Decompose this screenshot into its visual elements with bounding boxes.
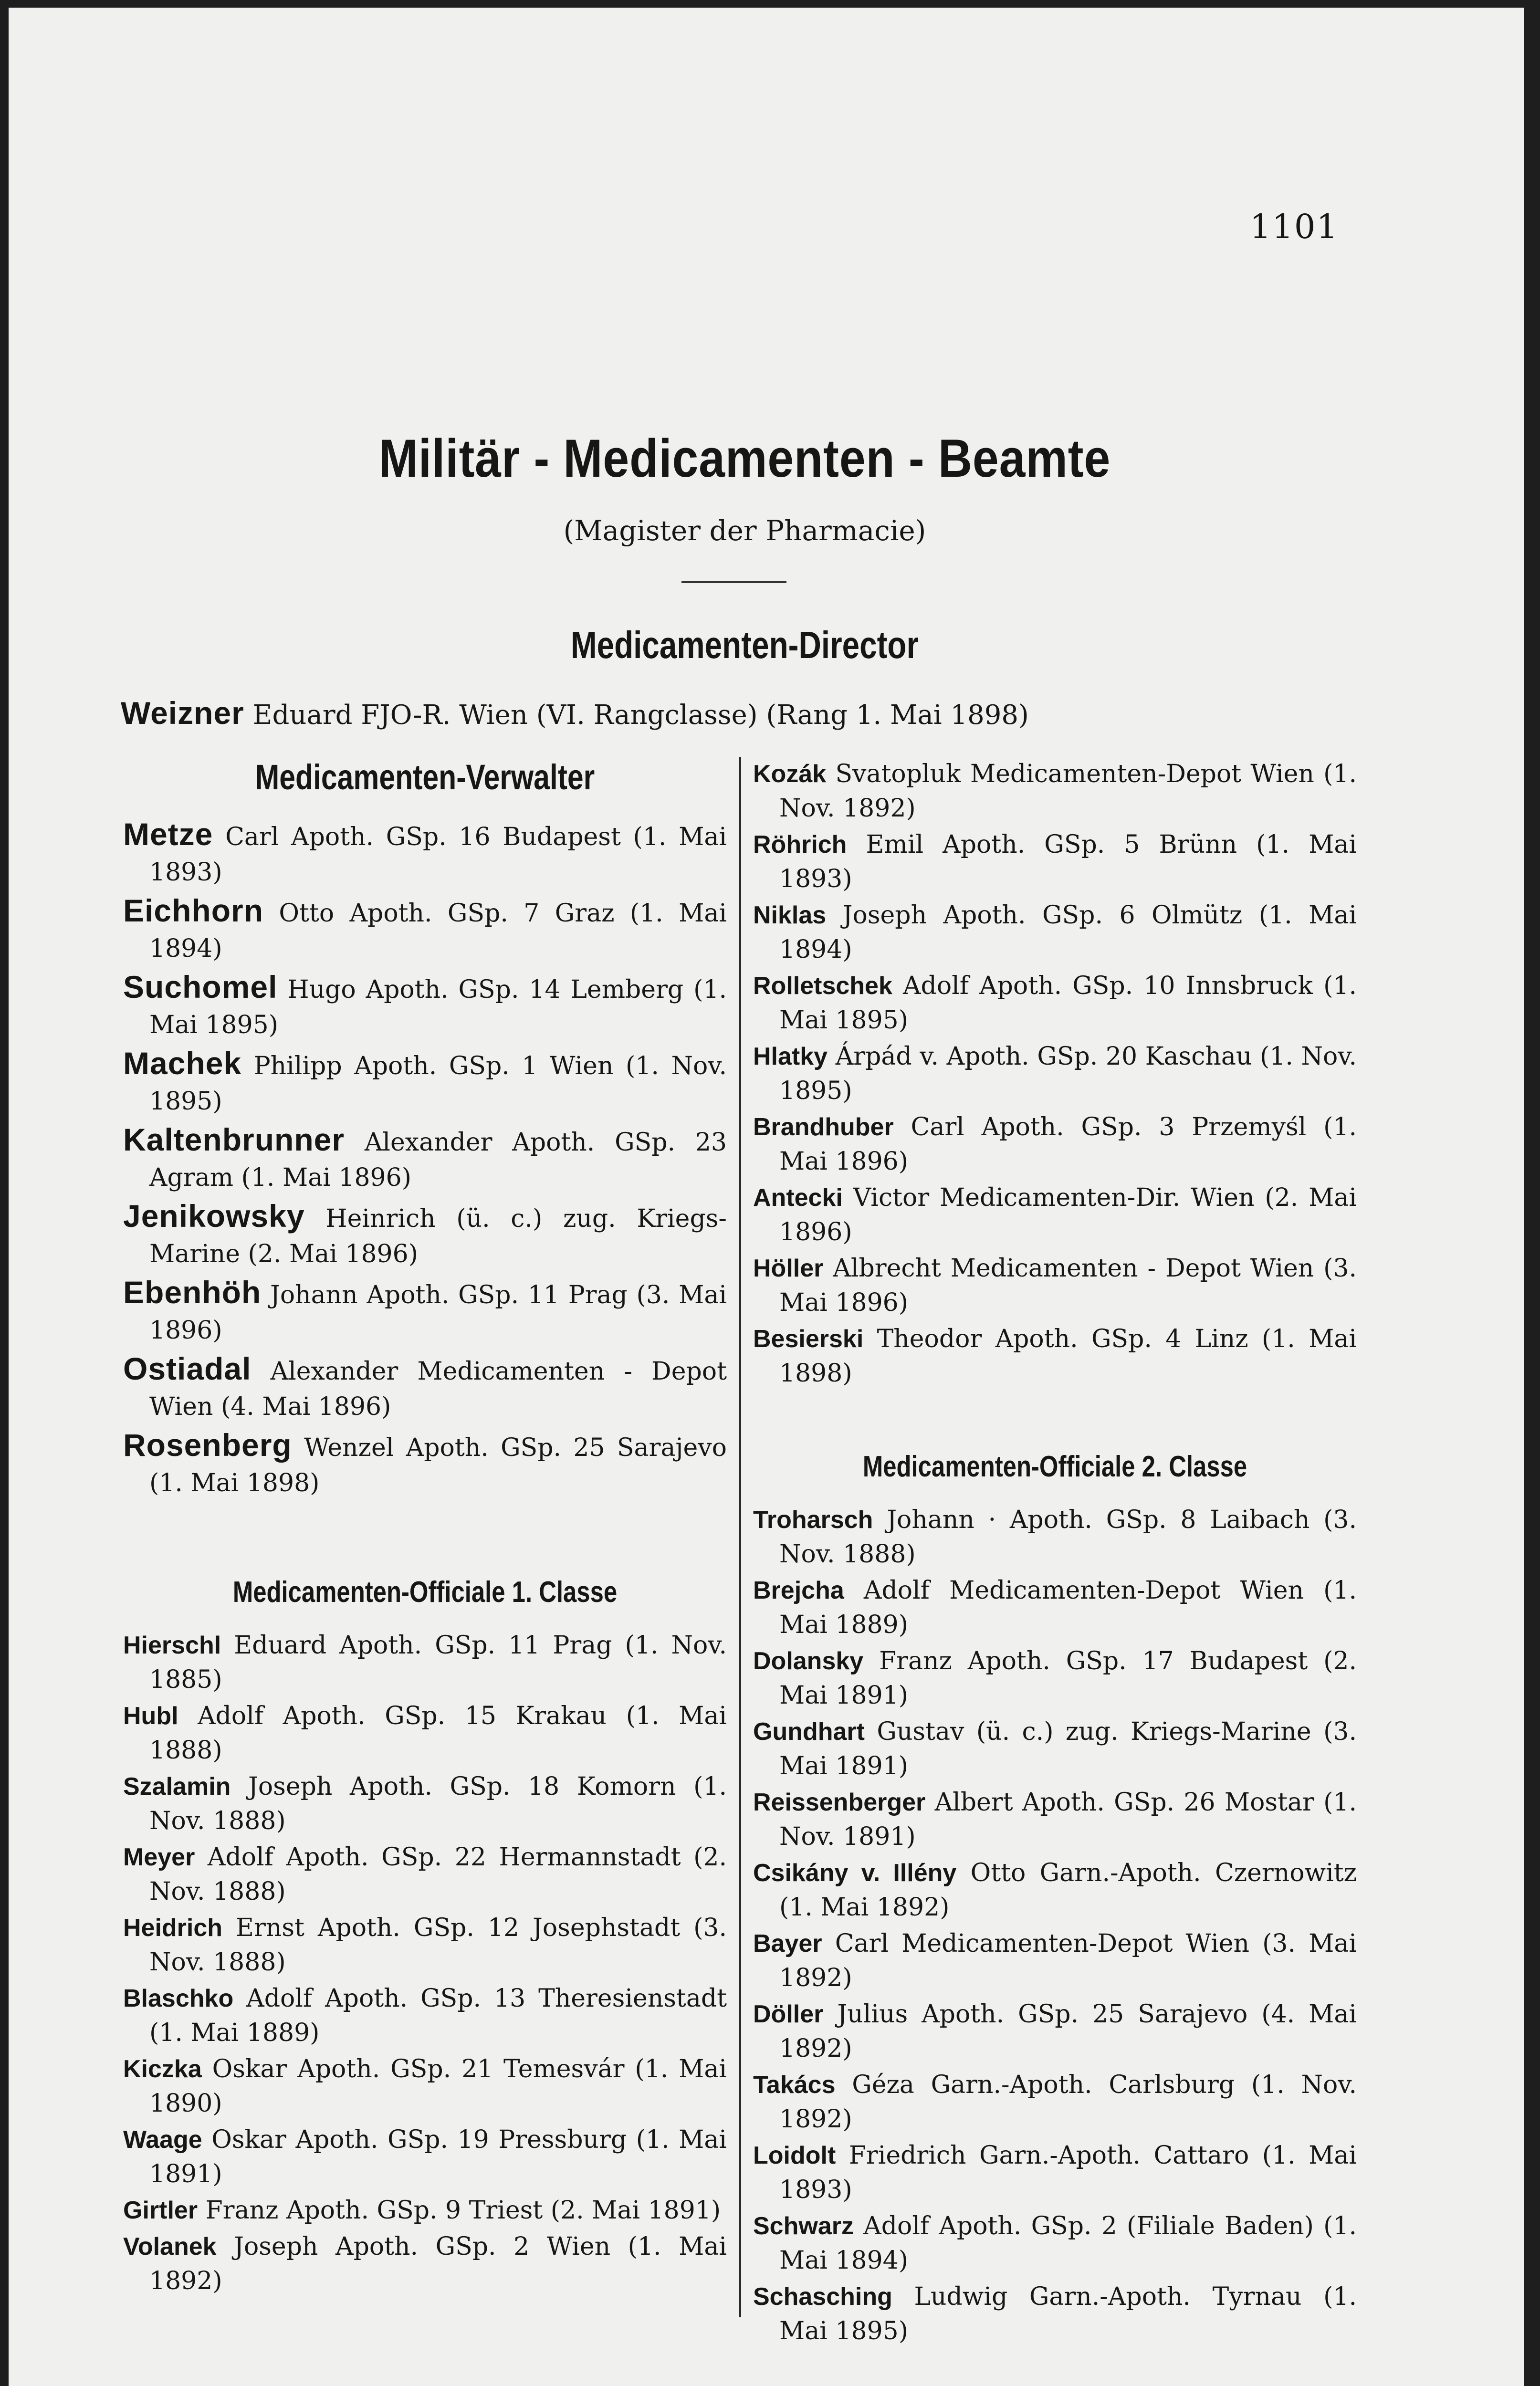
list-item — [123, 1628, 727, 1697]
entry-text: Géza Garn.-Apoth. Carlsburg (1. Nov. 1892) — [779, 2071, 1357, 2134]
entry-name: Ebenhöh — [123, 1275, 262, 1310]
list-item — [753, 2280, 1357, 2348]
entry-text: Franz Apoth. GSp. 17 Budapest (2. Mai 1891) — [779, 1647, 1357, 1710]
entry-name: Röhrich — [753, 831, 847, 858]
entry-name: Waage — [123, 2126, 202, 2154]
entry-name: Antecki — [753, 1184, 843, 1212]
entry-name: Suchomel — [123, 969, 278, 1005]
list-item — [753, 1322, 1357, 1391]
list-item — [753, 1715, 1357, 1783]
entry-name: Rolletschek — [753, 972, 892, 1000]
officiale1-heading: Medicamenten-Officiale 1. Classe — [232, 1576, 618, 1609]
list-item — [123, 2123, 727, 2191]
entry-name: Heidrich — [123, 1914, 223, 1942]
officiale1-list — [123, 1628, 727, 2298]
entry-text: Gustav (ü. c.) zug. Kriegs-Marine (3. Mai 1891) — [779, 1717, 1357, 1780]
officiale2-list — [753, 1503, 1357, 2348]
entry-name: Metze — [123, 816, 213, 852]
entry-text: Victor Medicamenten-Dir. Wien (2. Mai 1896) — [779, 1183, 1357, 1246]
entry-text: Joseph Apoth. GSp. 2 Wien (1. Mai 1892) — [149, 2232, 727, 2295]
entry-text: Otto Garn.-Apoth. Czernowitz (1. Mai 1892) — [779, 1859, 1357, 1922]
list-item — [123, 1046, 727, 1119]
entry-text: Albrecht Medicamenten - Depot Wien (3. Mai 1896) — [779, 1254, 1357, 1317]
entry-text: Oskar Apoth. GSp. 21 Temesvár (1. Mai 1890) — [149, 2055, 727, 2118]
entry-text: Johann · Apoth. GSp. 8 Laibach (3. Nov. 1888) — [779, 1506, 1357, 1569]
list-item — [753, 1856, 1357, 1925]
list-item — [123, 1840, 727, 1909]
entry-text: Emil Apoth. GSp. 5 Brünn (1. Mai 1893) — [779, 830, 1357, 893]
entry-name: Hlatky — [753, 1043, 828, 1070]
right-column — [753, 757, 1357, 2350]
list-item — [123, 1911, 727, 1979]
entry-name: Schwarz — [753, 2212, 854, 2240]
page-number: 1101 — [1249, 207, 1339, 246]
entry-name: Rosenberg — [123, 1427, 292, 1463]
director-name: Weizner — [121, 695, 244, 731]
verwalter-continued-list — [753, 757, 1357, 1391]
scanned-page — [9, 8, 1524, 2386]
entry-text: Carl Medicamenten-Depot Wien (3. Mai 1892) — [779, 1929, 1357, 1992]
entry-text: Friedrich Garn.-Apoth. Cattaro (1. Mai 1893) — [779, 2141, 1357, 2204]
list-item — [123, 1122, 727, 1195]
entry-name: Szalamin — [123, 1773, 231, 1800]
director-heading: Medicamenten-Director — [570, 624, 919, 666]
list-item — [123, 2052, 727, 2121]
page-title: Militär - Medicamenten - Beamte — [378, 429, 1111, 488]
entry-name: Brejcha — [753, 1577, 844, 1604]
list-item — [123, 1275, 727, 1348]
entry-name: Volanek — [123, 2233, 217, 2260]
entry-text: Joseph Apoth. GSp. 18 Komorn (1. Nov. 1888) — [149, 1772, 727, 1835]
verwalter-heading: Medicamenten-Verwalter — [255, 757, 595, 797]
entry-name: Machek — [123, 1046, 242, 1081]
entry-name: Schasching — [753, 2283, 892, 2311]
entry-name: Niklas — [753, 901, 827, 929]
list-item — [753, 1181, 1357, 1249]
entry-text: Ludwig Garn.-Apoth. Tyrnau (1. Mai 1895) — [779, 2282, 1357, 2345]
entry-text: Ernst Apoth. GSp. 12 Josephstadt (3. Nov. 1888) — [149, 1914, 727, 1977]
list-item — [123, 1699, 727, 1768]
entry-name: Kaltenbrunner — [123, 1122, 345, 1157]
list-item — [123, 1198, 727, 1272]
entry-text: Eduard Apoth. GSp. 11 Prag (1. Nov. 1885) — [149, 1631, 727, 1694]
list-item — [753, 827, 1357, 896]
entry-text: Adolf Apoth. GSp. 13 Theresienstadt (1. Mai 1889) — [149, 1984, 727, 2047]
list-item — [123, 2229, 727, 2298]
list-item — [753, 1644, 1357, 1713]
entry-text: Carl Apoth. GSp. 3 Przemyśl (1. Mai 1896) — [779, 1113, 1357, 1176]
entry-name: Hierschl — [123, 1632, 221, 1659]
entry-name: Bayer — [753, 1930, 822, 1957]
verwalter-list — [123, 816, 727, 1501]
list-item — [753, 1039, 1357, 1108]
list-item — [123, 1427, 727, 1501]
entry-text: Julius Apoth. GSp. 25 Sarajevo (4. Mai 1892) — [779, 2000, 1357, 2063]
list-item — [123, 816, 727, 890]
list-item — [123, 1981, 727, 2050]
entry-text: Alexander Medicamenten - Depot Wien (4. Mai 1896) — [149, 1357, 727, 1421]
entry-text: Adolf Medicamenten-Depot Wien (1. Mai 1889) — [779, 1576, 1357, 1639]
list-item — [123, 1351, 727, 1424]
entry-name: Girtler — [123, 2197, 198, 2224]
list-item — [753, 2209, 1357, 2278]
entry-text: Adolf Apoth. GSp. 22 Hermannstadt (2. Nov. 1888) — [149, 1843, 727, 1906]
entry-text: Franz Apoth. GSp. 9 Triest (2. Mai 1891) — [205, 2196, 721, 2225]
entry-text: Svatopluk Medicamenten-Depot Wien (1. Nov. 1892) — [779, 760, 1357, 823]
entry-name: Jenikowsky — [123, 1198, 305, 1234]
entry-text: Alexander Apoth. GSp. 23 Agram (1. Mai 1896) — [149, 1128, 727, 1192]
column-divider — [739, 757, 741, 2317]
list-item — [753, 1503, 1357, 1571]
list-item — [753, 2068, 1357, 2136]
entry-text: Johann Apoth. GSp. 11 Prag (3. Mai 1896) — [149, 1281, 727, 1345]
list-item — [753, 1785, 1357, 1854]
entry-text: Adolf Apoth. GSp. 10 Innsbruck (1. Mai 1895) — [779, 972, 1357, 1035]
entry-name: Blaschko — [123, 1985, 234, 2012]
entry-name: Ostiadal — [123, 1351, 251, 1386]
entry-text: Otto Apoth. GSp. 7 Graz (1. Mai 1894) — [149, 899, 727, 963]
entry-text: Oskar Apoth. GSp. 19 Pressburg (1. Mai 1891) — [149, 2125, 727, 2188]
entry-text: Heinrich (ü. c.) zug. Kriegs-Marine (2. Mai 1896) — [149, 1204, 727, 1268]
entry-name: Hubl — [123, 1702, 178, 1730]
entry-name: Kiczka — [123, 2055, 202, 2083]
list-item — [753, 1997, 1357, 2066]
entry-name: Eichhorn — [123, 893, 264, 928]
entry-name: Besierski — [753, 1325, 864, 1353]
entry-text: Theodor Apoth. GSp. 4 Linz (1. Mai 1898) — [779, 1325, 1357, 1388]
entry-text: Hugo Apoth. GSp. 14 Lemberg (1. Mai 1895) — [149, 975, 727, 1039]
director-text: Eduard FJO-R. Wien (VI. Rangclasse) (Rang 1. Mai 1898) — [252, 700, 1029, 731]
list-item — [123, 1769, 727, 1838]
list-item — [753, 1110, 1357, 1179]
entry-name: Kozák — [753, 760, 827, 788]
entry-name: Meyer — [123, 1843, 195, 1871]
list-item — [753, 969, 1357, 1037]
list-item — [753, 1926, 1357, 1995]
officiale2-heading: Medicamenten-Officiale 2. Classe — [862, 1450, 1247, 1483]
entry-name: Brandhuber — [753, 1113, 894, 1141]
entry-name: Troharsch — [753, 1506, 873, 1534]
entry-name: Höller — [753, 1255, 824, 1282]
entry-name: Dolansky — [753, 1647, 864, 1675]
entry-text: Joseph Apoth. GSp. 6 Olmütz (1. Mai 1894) — [779, 901, 1357, 964]
list-item — [123, 893, 727, 966]
entry-text: Árpád v. Apoth. GSp. 20 Kaschau (1. Nov. 1895) — [779, 1042, 1357, 1105]
list-item — [123, 969, 727, 1043]
list-item — [753, 1251, 1357, 1320]
entry-text: Albert Apoth. GSp. 26 Mostar (1. Nov. 1891) — [779, 1788, 1357, 1851]
entry-text: Wenzel Apoth. GSp. 25 Sarajevo (1. Mai 1898) — [149, 1434, 727, 1497]
list-item — [753, 1573, 1357, 1642]
list-item — [753, 757, 1357, 826]
page-subtitle: (Magister der Pharmacie) — [563, 514, 926, 547]
entry-name: Gundhart — [753, 1718, 865, 1746]
section-spacer — [123, 1504, 727, 1575]
entry-name: Reissenberger — [753, 1789, 926, 1816]
list-item — [123, 2193, 727, 2228]
list-item — [753, 2138, 1357, 2207]
entry-name: Takács — [753, 2071, 836, 2099]
entry-text: Adolf Apoth. GSp. 2 (Filiale Baden) (1. Mai 1894) — [779, 2212, 1357, 2275]
entry-name: Loidolt — [753, 2142, 836, 2169]
entry-text: Carl Apoth. GSp. 16 Budapest (1. Mai 1893) — [149, 823, 727, 887]
list-item — [753, 898, 1357, 967]
entry-text: Adolf Apoth. GSp. 15 Krakau (1. Mai 1888) — [149, 1702, 727, 1765]
left-column — [123, 757, 727, 2300]
director-entry — [121, 695, 1362, 731]
entry-name: Csikány v. Illény — [753, 1859, 957, 1887]
entry-text: Philipp Apoth. GSp. 1 Wien (1. Nov. 1895) — [149, 1052, 727, 1116]
title-rule — [681, 581, 786, 583]
section-spacer — [753, 1392, 1357, 1450]
entry-name: Döller — [753, 2000, 824, 2028]
